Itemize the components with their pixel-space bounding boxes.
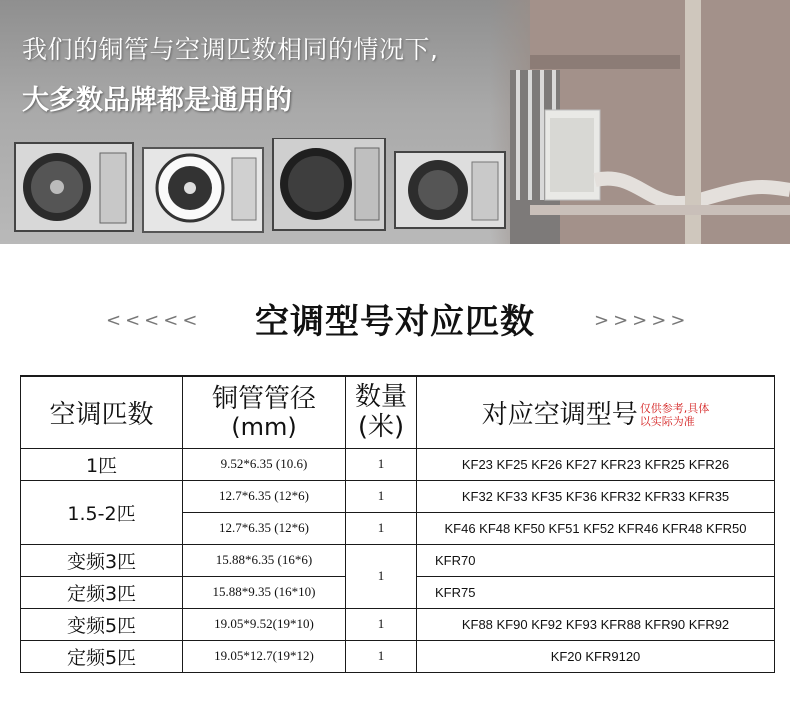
table-row: [21, 448, 775, 480]
outdoor-unit-icon-4: [395, 152, 505, 228]
cell-models: KF23 KF25 KF26 KF27 KFR23 KFR25 KFR26: [417, 448, 775, 480]
right-arrows-decoration: >>>>>: [594, 310, 690, 331]
hero-banner: [0, 0, 790, 244]
disclaimer-note: 仅供参考,具体 以实际为准: [639, 402, 710, 429]
cell-pipe: 19.05*9.52(19*10): [183, 608, 346, 640]
cell-pipe: 19.05*12.7(19*12): [183, 640, 346, 672]
cell-hp: 变频5匹: [21, 608, 183, 640]
cell-qty: 1: [346, 608, 417, 640]
cell-pipe: 12.7*6.35 (12*6): [183, 512, 346, 544]
header-quantity: 数量 (米): [346, 376, 417, 448]
cell-qty: 1: [346, 640, 417, 672]
cell-hp: 变频3匹: [21, 544, 183, 576]
cell-pipe: 12.7*6.35 (12*6): [183, 480, 346, 512]
cell-hp: 定频5匹: [21, 640, 183, 672]
header-models: 对应空调型号 仅供参考,具体 以实际为准: [417, 376, 775, 448]
table-row: [21, 544, 775, 576]
section-header: [0, 288, 790, 342]
banner-subheadline: 大多数品牌都是通用的: [22, 85, 292, 116]
table-row: [21, 608, 775, 640]
cell-models: KF46 KF48 KF50 KF51 KF52 KFR46 KFR48 KFR50: [417, 512, 775, 544]
cell-models: KFR75: [417, 576, 775, 608]
cell-qty: 1: [346, 544, 417, 608]
cell-models: KF88 KF90 KF92 KF93 KFR88 KFR90 KFR92: [417, 608, 775, 640]
cell-pipe: 15.88*9.35 (16*10): [183, 576, 346, 608]
table-header-row: [21, 376, 775, 448]
header-hp: 空调匹数: [21, 376, 183, 448]
cell-hp: 定频3匹: [21, 576, 183, 608]
outdoor-unit-icon-2: [143, 148, 263, 232]
cell-hp: 1.5-2匹: [21, 480, 183, 544]
cell-models: KF32 KF33 KF35 KF36 KFR32 KFR33 KFR35: [417, 480, 775, 512]
cell-pipe: 15.88*6.35 (16*6): [183, 544, 346, 576]
left-arrows-decoration: <<<<<: [106, 310, 202, 331]
banner-headline: 我们的铜管与空调匹数相同的情况下,: [22, 35, 439, 64]
cell-models: KFR70: [417, 544, 775, 576]
building-photo: [490, 0, 790, 244]
header-pipe-size: 铜管管径 (mm): [183, 376, 346, 448]
cell-qty: 1: [346, 448, 417, 480]
table-row: [21, 480, 775, 512]
outdoor-unit-icon-3: [273, 138, 385, 230]
ac-model-table: [20, 375, 775, 673]
outdoor-unit-icon-1: [15, 143, 133, 231]
cell-qty: 1: [346, 512, 417, 544]
cell-qty: 1: [346, 480, 417, 512]
cell-pipe: 9.52*6.35 (10.6): [183, 448, 346, 480]
section-title: 空调型号对应匹数: [255, 302, 535, 342]
ac-units-illustration: [10, 138, 510, 238]
table-row: [21, 640, 775, 672]
cell-models: KF20 KFR9120: [417, 640, 775, 672]
cell-hp: 1匹: [21, 448, 183, 480]
